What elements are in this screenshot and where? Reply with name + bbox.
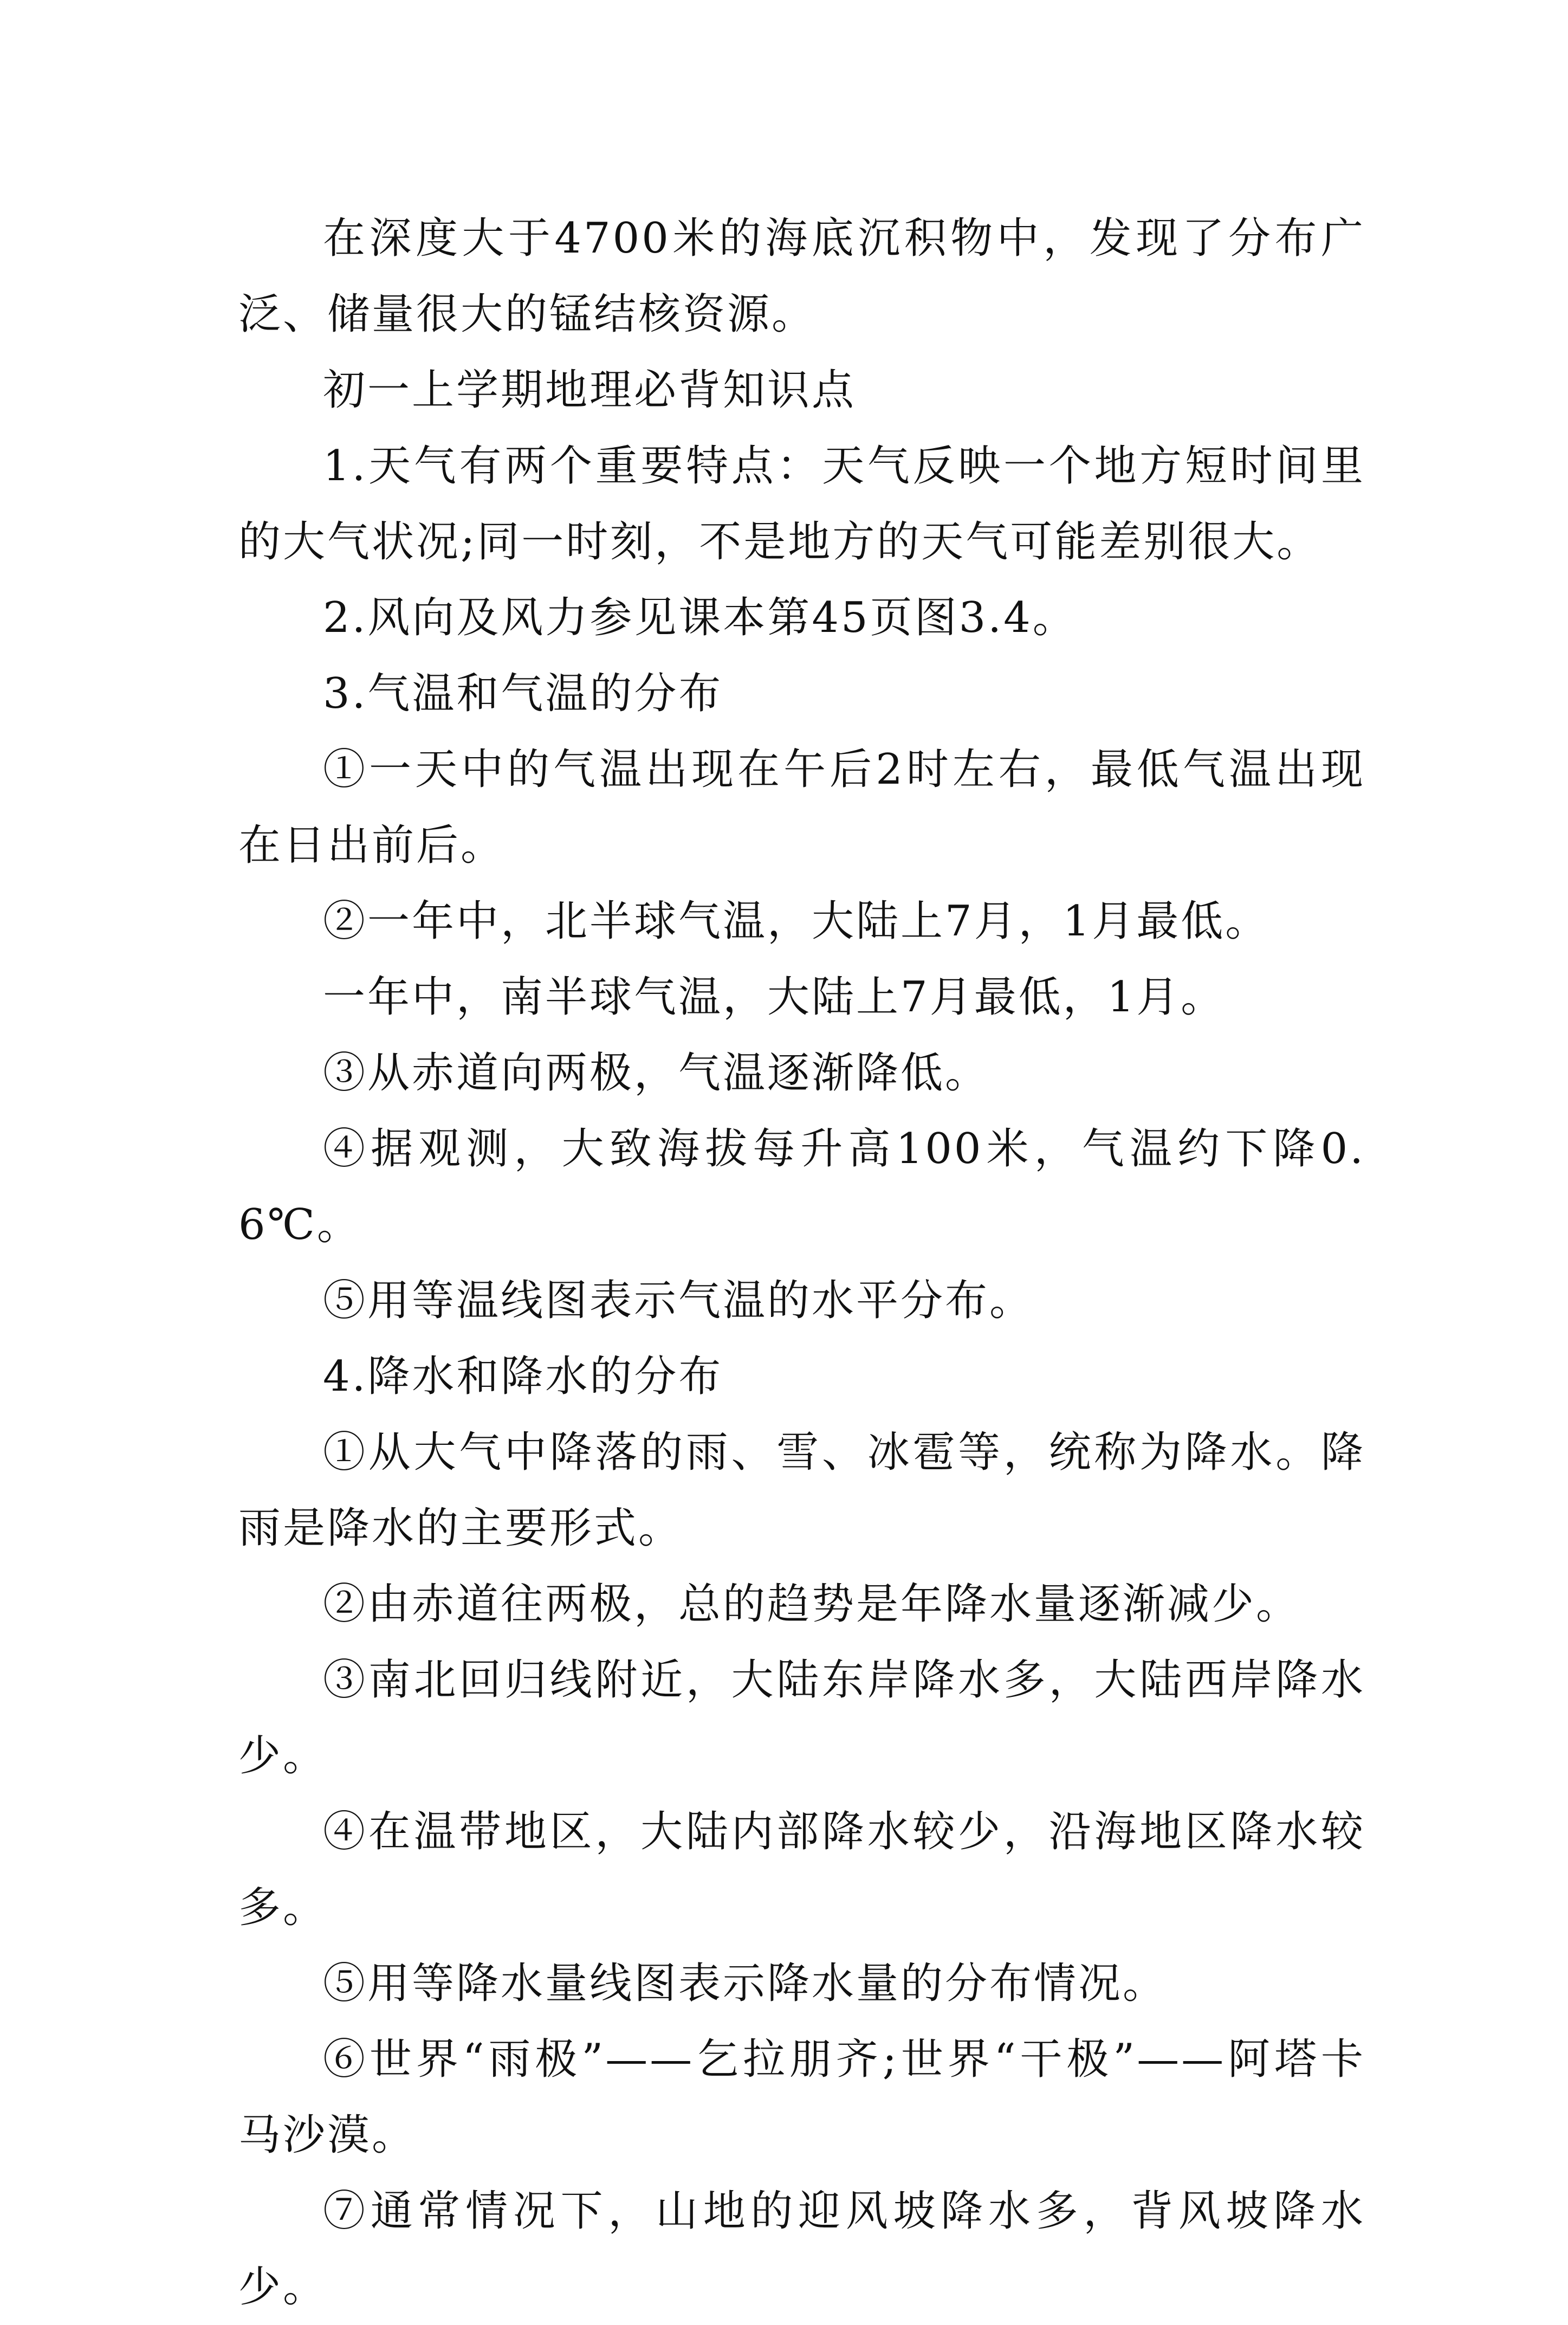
precip-item-3: ③南北回归线附近，大陆东岸降水多，大陆西岸降水少。 xyxy=(238,1656,1365,1780)
point-3-heading: 3.气温和气温的分布 xyxy=(323,669,723,718)
temp-item-3: ③从赤道向两极，气温逐渐降低。 xyxy=(323,1049,990,1097)
section-title: 初一上学期地理必背知识点 xyxy=(323,366,857,415)
precip-item-6: ⑥世界“雨极”——乞拉朋齐;世界“干极”——阿塔卡马沙漠。 xyxy=(238,2035,1365,2160)
point-2-wind: 2.风向及风力参见课本第45页图3.4。 xyxy=(323,593,1077,642)
temp-item-5: ⑤用等温线图表示气温的水平分布。 xyxy=(323,1276,1034,1325)
precip-item-4: ④在温带地区，大陆内部降水较少，沿海地区降水较多。 xyxy=(238,1807,1365,1932)
document-body xyxy=(238,201,1365,2325)
temp-item-2a: ②一年中，北半球气温，大陆上7月，1月最低。 xyxy=(323,897,1270,946)
precip-item-2: ②由赤道往两极，总的趋势是年降水量逐渐减少。 xyxy=(323,1580,1301,1629)
precip-item-7: ⑦通常情况下，山地的迎风坡降水多，背风坡降水少。 xyxy=(238,2187,1365,2311)
precip-item-5: ⑤用等降水量线图表示降水量的分布情况。 xyxy=(323,1959,1168,2008)
point-1-weather: 1.天气有两个重要特点：天气反映一个地方短时间里的大气状况;同一时刻，不是地方的天气可能差别很大。 xyxy=(238,442,1365,566)
temp-item-1: ①一天中的气温出现在午后2时左右，最低气温出现在日出前后。 xyxy=(238,745,1365,870)
paragraph-manganese-nodules: 在深度大于4700米的海底沉积物中，发现了分布广泛、储量很大的锰结核资源。 xyxy=(238,214,1365,339)
temp-item-2b: 一年中，南半球气温，大陆上7月最低，1月。 xyxy=(323,973,1226,1022)
temp-item-4: ④据观测，大致海拔每升高100米，气温约下降0.6℃。 xyxy=(238,1125,1365,1249)
precip-item-1: ①从大气中降落的雨、雪、冰雹等，统称为降水。降雨是降水的主要形式。 xyxy=(238,1428,1365,1553)
point-4-heading: 4.降水和降水的分布 xyxy=(323,1352,723,1401)
